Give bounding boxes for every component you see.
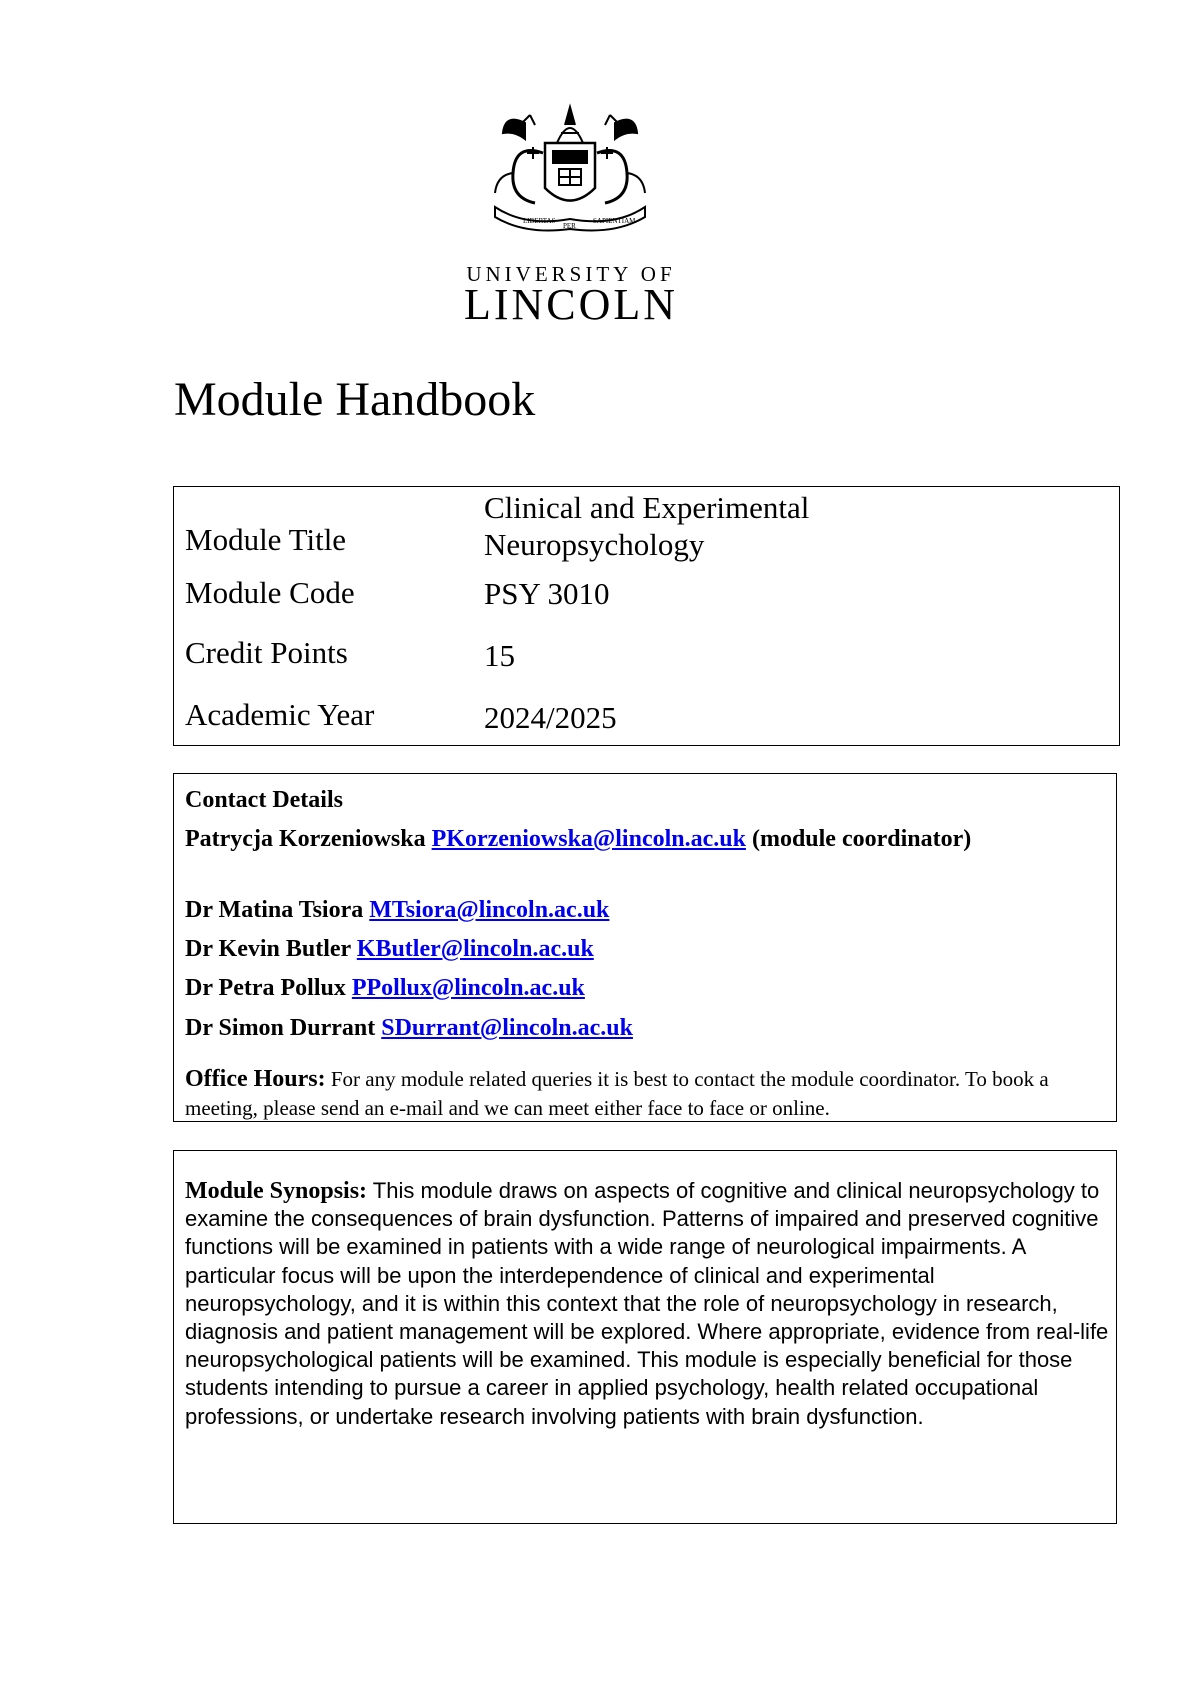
contact-email-link[interactable]: PPollux@lincoln.ac.uk (351, 975, 585, 1001)
module-title-value: Clinical and Experimental Neuropsychology (484, 490, 810, 562)
contact-name: Dr Petra Pollux (185, 975, 346, 1001)
contact-email-link[interactable]: MTsiora@lincoln.ac.uk (369, 897, 610, 923)
contact-person (185, 896, 609, 924)
university-name-line1: UNIVERSITY OF (466, 262, 676, 286)
motto-left: LIBERTAS (523, 217, 556, 225)
motto-middle: PER (563, 222, 576, 230)
contact-name: Dr Matina Tsiora (185, 897, 364, 923)
contact-name: Patrycja Korzeniowska (185, 826, 426, 852)
academic-year-value: 2024/2025 (484, 700, 617, 735)
module-info-box (173, 486, 1120, 746)
module-synopsis (185, 1177, 1110, 1431)
synopsis-label: Module Synopsis: (185, 1178, 368, 1204)
page-title: Module Handbook (174, 373, 536, 426)
contact-email-link[interactable]: PKorzeniowska@lincoln.ac.uk (431, 826, 746, 852)
module-code-label: Module Code (185, 575, 355, 610)
university-name-line2: LINCOLN (463, 280, 679, 329)
contact-person (185, 974, 585, 1002)
contact-person (185, 935, 594, 963)
motto-right: SAPIENTIAM (593, 217, 636, 225)
credit-points-label: Credit Points (185, 635, 348, 670)
contact-person (185, 1014, 633, 1042)
contact-name: Dr Simon Durrant (185, 1015, 376, 1041)
contact-name: Dr Kevin Butler (185, 936, 351, 962)
contact-email-link[interactable]: KButler@lincoln.ac.uk (356, 936, 594, 962)
office-hours-label: Office Hours: (185, 1066, 326, 1092)
credit-points-value: 15 (484, 638, 515, 673)
contact-person-coordinator (185, 825, 1085, 853)
academic-year-label: Academic Year (185, 697, 375, 732)
module-synopsis-box (173, 1150, 1117, 1524)
contact-email-link[interactable]: SDurrant@lincoln.ac.uk (381, 1015, 633, 1041)
contact-heading: Contact Details (185, 787, 343, 813)
module-code-value: PSY 3010 (484, 576, 610, 611)
module-title-label: Module Title (185, 522, 347, 557)
contact-details-box (173, 773, 1117, 1122)
contact-note: (module coordinator) (751, 826, 972, 852)
office-hours-text: For any module related queries it is best to contact the module coordinator. To book a meeting, please send an e-mail and we can meet either face to face or online. (185, 1067, 1049, 1120)
university-crest-logo (485, 103, 655, 233)
synopsis-text: This module draws on aspects of cognitive and clinical neuropsychology to examine the consequences of brain dysfunction. Patterns of impaired and preserved cognitive functions will be examined in patients with a wide range of neurological impairments. A particular focus will be upon the interdependence of clinical and experimental neuropsychology, and it is within this context that the role of neuropsychology in research, diagnosis and patient management will be explored. Where appropriate, evidence from real-life neuropsychological patients will be examined. This module is especially beneficial for those students intending to pursue a career in applied psychology, health related occupational professions, or undertake research involving patients with brain dysfunction. (185, 1178, 1109, 1429)
office-hours (185, 1065, 1105, 1123)
